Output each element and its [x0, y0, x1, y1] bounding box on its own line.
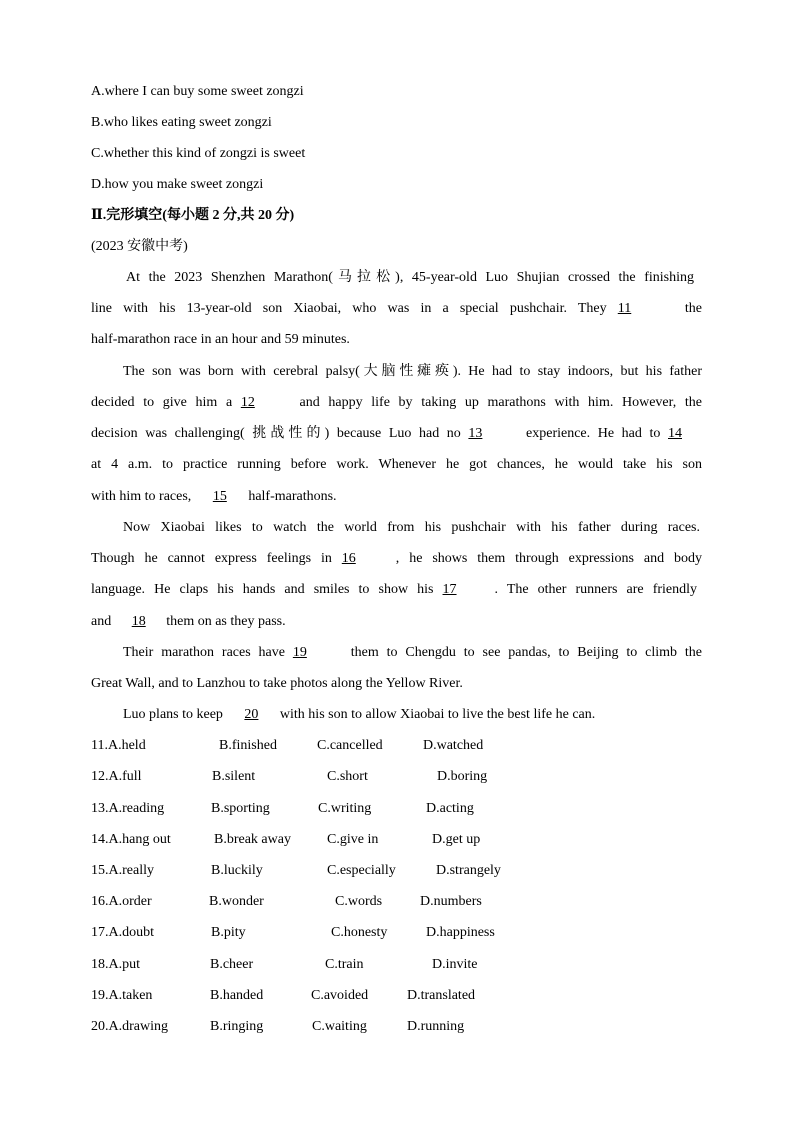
passage-text: and [91, 614, 112, 629]
passage-text: decided to give him a [91, 395, 233, 410]
option-c[interactable]: C.waiting [312, 1019, 367, 1034]
option-c[interactable]: C.short [327, 769, 368, 784]
passage-line [91, 580, 697, 600]
passage-text: decision was challenging( 挑战性的) because Luo had no [91, 426, 461, 441]
passage-text: , he shows them through expressions and body [395, 551, 702, 566]
option-b[interactable]: B.ringing [210, 1019, 264, 1034]
option-a[interactable]: 16.A.order [91, 894, 152, 909]
option-b[interactable]: B.wonder [209, 894, 264, 909]
option-c[interactable]: C.train [325, 957, 364, 972]
passage-text: half-marathons. [248, 489, 337, 504]
blank-12[interactable]: 12 [240, 395, 255, 410]
option-a[interactable]: 20.A.drawing [91, 1019, 168, 1034]
option-d[interactable]: D.get up [432, 832, 481, 847]
option-c[interactable]: C.honesty [331, 925, 388, 940]
passage-line: At the 2023 Shenzhen Marathon(马拉松), 45-year-old Luo Shujian crossed the finishing [126, 270, 694, 285]
option-c[interactable]: C.especially [327, 863, 396, 878]
blank-16[interactable]: 16 [341, 551, 356, 566]
option-b[interactable]: B.pity [211, 925, 246, 940]
blank-20[interactable]: 20 [244, 707, 259, 722]
blank-17[interactable]: 17 [442, 582, 457, 597]
option-c[interactable]: C.avoided [311, 988, 369, 1003]
passage-text: them to Chengdu to see pandas, to Beijing to climb the [350, 645, 703, 660]
option-line: B.who likes eating sweet zongzi [91, 115, 272, 130]
question-row [91, 736, 711, 756]
passage-text: with him to races, [91, 489, 192, 504]
option-a[interactable]: 11.A.held [91, 738, 146, 753]
section-heading: Ⅱ.完形填空(每小题 2 分,共 20 分) [91, 208, 295, 223]
option-d[interactable]: D.translated [407, 988, 476, 1003]
option-c[interactable]: C.give in [327, 832, 379, 847]
option-a[interactable]: 12.A.full [91, 769, 142, 784]
option-b[interactable]: B.break away [214, 832, 291, 847]
question-row [91, 892, 711, 912]
question-row [91, 799, 711, 819]
passage-text: . The other runners are friendly [494, 582, 698, 597]
option-line: A.where I can buy some sweet zongzi [91, 84, 304, 99]
option-d[interactable]: D.numbers [420, 894, 482, 909]
option-a[interactable]: 17.A.doubt [91, 925, 154, 940]
question-row [91, 923, 711, 943]
option-c[interactable]: C.words [335, 894, 383, 909]
option-line: D.how you make sweet zongzi [91, 177, 264, 192]
passage-text: experience. He had to [526, 426, 661, 441]
option-c[interactable]: C.cancelled [317, 738, 383, 753]
option-b[interactable]: B.handed [210, 988, 264, 1003]
blank-11[interactable]: 11 [617, 301, 632, 316]
passage-text: Though he cannot express feelings in [91, 551, 332, 566]
passage-line [123, 705, 702, 725]
blank-15[interactable]: 15 [212, 489, 227, 504]
option-d[interactable]: D.boring [437, 769, 488, 784]
passage-text: the [684, 301, 703, 316]
option-a[interactable]: 18.A.put [91, 957, 140, 972]
passage-line [91, 424, 702, 444]
option-c[interactable]: C.writing [318, 801, 372, 816]
option-b[interactable]: B.cheer [210, 957, 254, 972]
option-a[interactable]: 19.A.taken [91, 988, 153, 1003]
option-d[interactable]: D.watched [423, 738, 484, 753]
option-line: C.whether this kind of zongzi is sweet [91, 146, 306, 161]
option-d[interactable]: D.strangely [436, 863, 501, 878]
passage-line: Now Xiaobai likes to watch the world from his pushchair with his father during races. [123, 520, 700, 535]
passage-text: language. He claps his hands and smiles to show his [91, 582, 434, 597]
passage-text: line with his 13-year-old son Xiaobai, who was in a special pushchair. They [91, 301, 607, 316]
passage-line [123, 643, 702, 663]
option-d[interactable]: D.happiness [426, 925, 495, 940]
passage-text: and happy life by taking up marathons with him. However, the [299, 395, 703, 410]
section-source: (2023 安徽中考) [91, 239, 188, 254]
blank-14[interactable]: 14 [668, 426, 682, 441]
passage-text: them on as they pass. [166, 614, 286, 629]
question-row [91, 955, 711, 975]
question-row [91, 986, 711, 1006]
option-b[interactable]: B.sporting [211, 801, 270, 816]
passage-line [91, 612, 702, 632]
option-d[interactable]: D.invite [432, 957, 478, 972]
passage-line [91, 487, 702, 507]
passage-line [91, 549, 702, 569]
passage-line: at 4 a.m. to practice running before work. Whenever he got chances, he would take his son [91, 457, 702, 472]
option-d[interactable]: D.running [407, 1019, 465, 1034]
passage-text: Luo plans to keep [123, 707, 223, 722]
blank-19[interactable]: 19 [292, 645, 307, 660]
passage-line [91, 393, 702, 413]
question-row [91, 830, 711, 850]
passage-text: Their marathon races have [123, 645, 285, 660]
question-row [91, 861, 711, 881]
option-d[interactable]: D.acting [426, 801, 474, 816]
option-a[interactable]: 15.A.really [91, 863, 154, 878]
blank-18[interactable]: 18 [131, 614, 146, 629]
option-b[interactable]: B.finished [219, 738, 277, 753]
question-row [91, 1017, 711, 1037]
option-a[interactable]: 13.A.reading [91, 801, 165, 816]
option-a[interactable]: 14.A.hang out [91, 832, 171, 847]
option-b[interactable]: B.luckily [211, 863, 263, 878]
passage-text: with his son to allow Xiaobai to live the best life he can. [279, 707, 596, 722]
blank-13[interactable]: 13 [468, 426, 483, 441]
passage-line: Great Wall, and to Lanzhou to take photos along the Yellow River. [91, 676, 463, 691]
passage-line [91, 299, 702, 319]
passage-line: The son was born with cerebral palsy(大脑性瘫痪). He had to stay indoors, but his father [123, 364, 702, 379]
option-b[interactable]: B.silent [212, 769, 256, 784]
question-row [91, 767, 711, 787]
passage-line: half-marathon race in an hour and 59 minutes. [91, 332, 350, 347]
